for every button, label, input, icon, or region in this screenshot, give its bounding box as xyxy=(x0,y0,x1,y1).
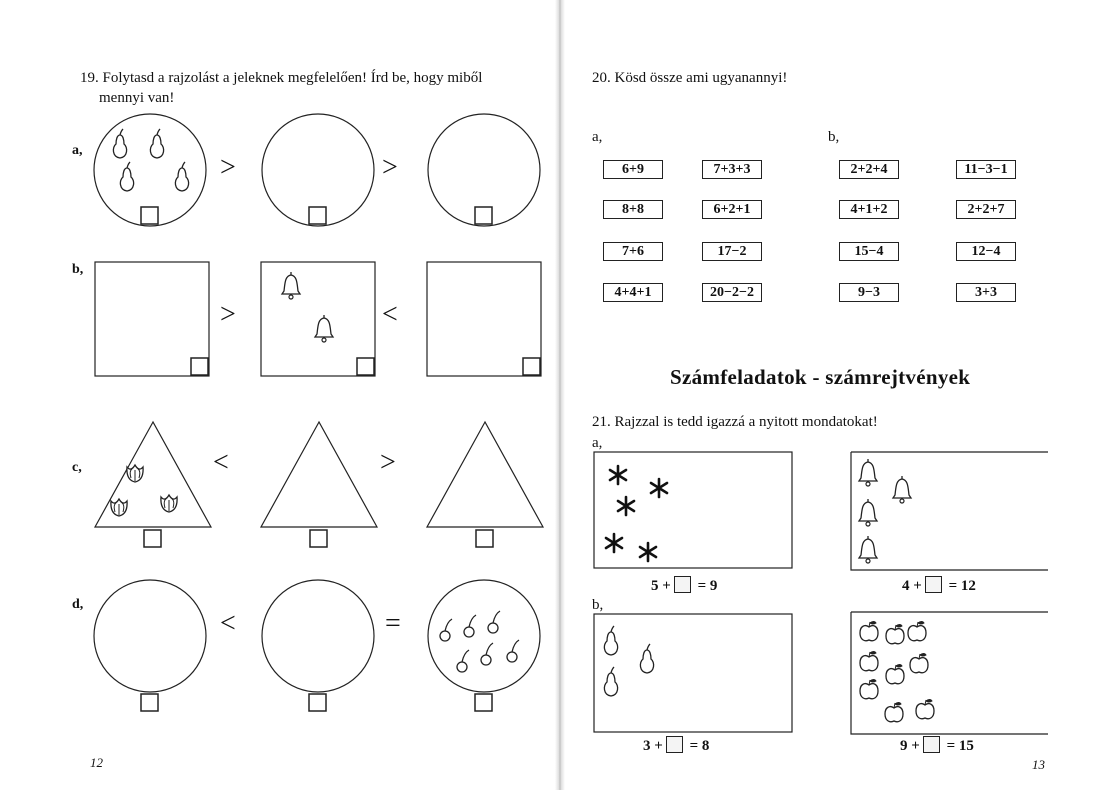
section-heading: Számfeladatok - számrejtvények xyxy=(670,365,971,389)
eq-b-left-plus: + xyxy=(654,738,663,754)
equation-b-right xyxy=(900,736,974,755)
expr-b-right-2[interactable]: 2+2+7 xyxy=(956,200,1016,219)
eq-b-left-answer-box[interactable] xyxy=(666,736,683,753)
eq-b-left-addend: 3 xyxy=(643,738,651,754)
eq-a-left-plus: + xyxy=(662,578,671,594)
expr-a-left-3[interactable]: 7+6 xyxy=(603,242,663,261)
page-number-right: 13 xyxy=(1032,757,1045,772)
expr-a-left-4[interactable]: 4+4+1 xyxy=(603,283,663,302)
eq-a-left-answer-box[interactable] xyxy=(674,576,691,593)
exercise-20-part-b-label: b, xyxy=(828,129,840,145)
eq-b-left-result: 8 xyxy=(701,738,710,754)
eq-a-right-answer-box[interactable] xyxy=(925,576,942,593)
expr-a-right-1[interactable]: 7+3+3 xyxy=(702,160,762,179)
eq-a-left-result: 9 xyxy=(709,578,718,594)
row-b-sign-1: > xyxy=(220,299,236,330)
row-d-label: d, xyxy=(72,597,84,612)
row-a-sign-2: > xyxy=(382,152,398,183)
eq-a-left-equals: = xyxy=(697,578,707,594)
expr-b-right-1[interactable]: 11−3−1 xyxy=(956,160,1016,179)
eq-b-right-equals: = xyxy=(946,738,956,754)
expr-a-right-4[interactable]: 20−2−2 xyxy=(702,283,762,302)
row-c-sign-2: > xyxy=(380,447,396,478)
expr-b-left-4[interactable]: 9−3 xyxy=(839,283,899,302)
eq-a-right-plus: + xyxy=(913,578,922,594)
exercise-20-title: 20. Kösd össze ami ugyanannyi! xyxy=(592,70,788,86)
equation-b-left xyxy=(643,736,709,755)
eq-a-right-addend: 4 xyxy=(902,578,910,594)
row-a-label: a, xyxy=(72,143,83,158)
row-d-sign-1: < xyxy=(220,608,236,639)
eq-a-right-equals: = xyxy=(948,578,958,594)
row-a-sign-1: > xyxy=(220,152,236,183)
exercise-19-instruction-line1: 19. Folytasd a rajzolást a jeleknek megfelelően! Írd be, hogy miből xyxy=(80,70,483,86)
expr-b-right-4[interactable]: 3+3 xyxy=(956,283,1016,302)
expr-a-left-2[interactable]: 8+8 xyxy=(603,200,663,219)
exercise-19-instruction-line2: mennyi van! xyxy=(99,90,175,106)
exercise-21-part-a-label: a, xyxy=(592,435,603,451)
eq-a-right-result: 12 xyxy=(960,578,976,594)
eq-b-right-addend: 9 xyxy=(900,738,908,754)
eq-b-right-plus: + xyxy=(911,738,920,754)
exercise-21-title: 21. Rajzzal is tedd igazzá a nyitott mondatokat! xyxy=(592,414,878,430)
equation-a-left xyxy=(651,576,717,595)
eq-b-left-equals: = xyxy=(689,738,699,754)
expr-b-left-2[interactable]: 4+1+2 xyxy=(839,200,899,219)
eq-b-right-result: 15 xyxy=(958,738,974,754)
expr-a-right-3[interactable]: 17−2 xyxy=(702,242,762,261)
exercise-21-part-b-label: b, xyxy=(592,597,604,613)
exercise-20-part-a-label: a, xyxy=(592,129,603,145)
row-b-sign-2: < xyxy=(382,299,398,330)
expr-b-right-3[interactable]: 12−4 xyxy=(956,242,1016,261)
expr-a-right-2[interactable]: 6+2+1 xyxy=(702,200,762,219)
eq-a-left-addend: 5 xyxy=(651,578,659,594)
eq-b-right-answer-box[interactable] xyxy=(923,736,940,753)
equation-a-right xyxy=(902,576,976,595)
expr-b-left-1[interactable]: 2+2+4 xyxy=(839,160,899,179)
row-b-label: b, xyxy=(72,262,84,277)
expr-a-left-1[interactable]: 6+9 xyxy=(603,160,663,179)
row-c-sign-1: < xyxy=(213,447,229,478)
row-c-label: c, xyxy=(72,460,82,475)
expr-b-left-3[interactable]: 15−4 xyxy=(839,242,899,261)
row-d-sign-2: = xyxy=(385,608,401,639)
page-number-left: 12 xyxy=(90,755,103,770)
